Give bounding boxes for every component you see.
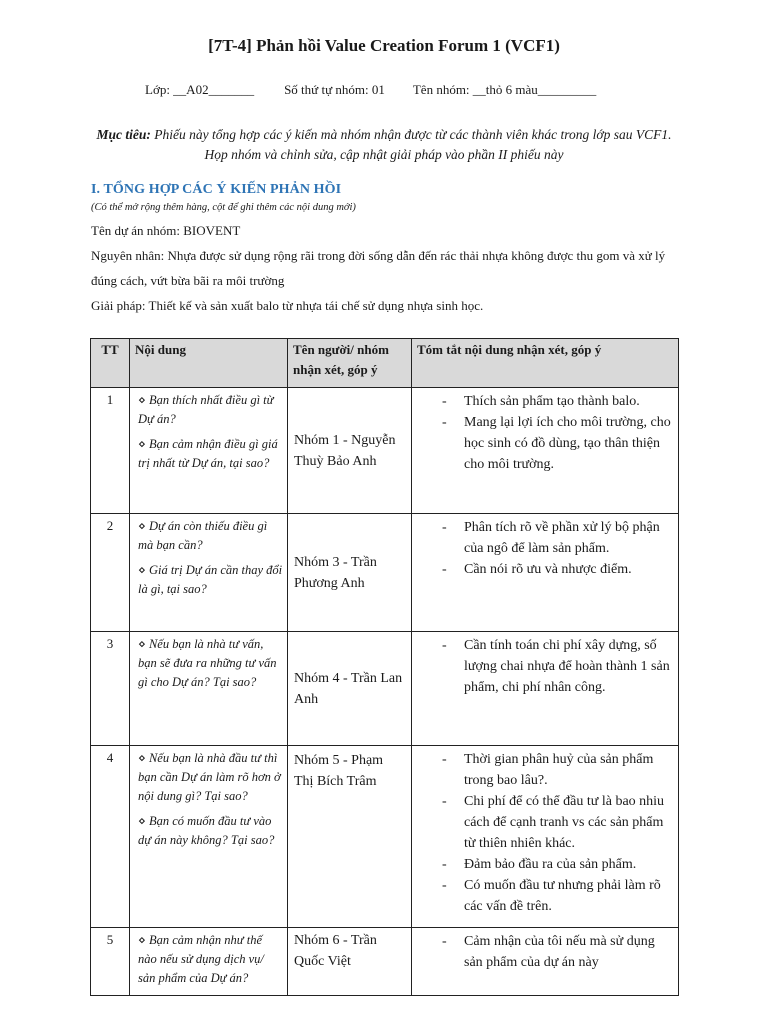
- group-info-line: [145, 82, 596, 98]
- question: ⋄ Bạn cảm nhận như thế nào nếu sử dụng dịch vụ/ sản phẩm của Dự án?: [138, 933, 264, 985]
- question: ⋄ Nếu bạn là nhà tư vấn, bạn sẽ đưa ra những tư vấn gì cho Dự án? Tại sao?: [138, 637, 277, 689]
- row-summary: [412, 514, 679, 632]
- summary-item: - Có muốn đầu tư nhưng phải làm rõ các vấn đề trên.: [418, 875, 672, 917]
- summary-item: - Cần nói rõ ưu và nhược điểm.: [418, 559, 672, 580]
- row-summary: [412, 928, 679, 996]
- header-summary: Tóm tắt nội dung nhận xét, góp ý: [412, 339, 679, 388]
- row-number: 4: [91, 746, 130, 928]
- row-reviewer: Nhóm 6 - Trần Quốc Việt: [288, 928, 412, 996]
- row-questions: [130, 746, 288, 928]
- group-number-label: Số thứ tự nhóm: 01: [284, 82, 385, 97]
- page-title: [7T-4] Phản hồi Value Creation Forum 1 (VCF1): [208, 36, 560, 55]
- row-reviewer: Nhóm 5 - Phạm Thị Bích Trâm: [288, 746, 412, 928]
- row-questions: [130, 632, 288, 746]
- objective-line-1: Phiếu này tổng hợp các ý kiến mà nhóm nhận được từ các thành viên khác trong lớp sau VCF1.: [154, 127, 672, 142]
- row-questions: [130, 388, 288, 514]
- header-content: Nội dung: [130, 339, 288, 388]
- row-reviewer: Nhóm 3 - Trần Phương Anh: [288, 514, 412, 632]
- question: ⋄ Giá trị Dự án cần thay đổi là gì, tại sao?: [138, 563, 283, 596]
- project-cause: Nguyên nhân: Nhựa được sử dụng rộng rãi trong đời sống dẫn đến rác thải nhựa không được thu gom và xử lý đúng cách, vứt bừa bãi ra môi trường: [91, 248, 666, 288]
- row-number: 5: [91, 928, 130, 996]
- summary-item: - Thích sản phẩm tạo thành balo.: [418, 391, 672, 412]
- summary-item: - Cảm nhận của tôi nếu mà sử dụng sản phẩm của dự án này: [418, 931, 672, 973]
- summary-item: - Cần tính toán chi phí xây dựng, số lượng chai nhựa để hoàn thành 1 sản phẩm, chi phí nhân công.: [418, 635, 672, 698]
- table-row: [91, 928, 679, 996]
- project-name: Tên dự án nhóm: BIOVENT: [91, 223, 241, 238]
- row-summary: [412, 388, 679, 514]
- class-label: Lớp: __A02_______: [145, 82, 255, 97]
- table-row: [91, 388, 679, 514]
- row-reviewer: Nhóm 4 - Trần Lan Anh: [288, 632, 412, 746]
- row-number: 2: [91, 514, 130, 632]
- feedback-table: [90, 338, 679, 996]
- header-tt: TT: [91, 339, 130, 388]
- table-row: [91, 632, 679, 746]
- question: ⋄ Bạn có muốn đầu tư vào dự án này không? Tại sao?: [138, 814, 275, 847]
- group-name-label: Tên nhóm: __thỏ 6 màu_________: [412, 82, 597, 97]
- row-number: 1: [91, 388, 130, 514]
- row-number: 3: [91, 632, 130, 746]
- question: ⋄ Nếu bạn là nhà đầu tư thì bạn cần Dự án làm rõ hơn ở nội dung gì? Tại sao?: [138, 751, 281, 803]
- header-reviewer: Tên người/ nhóm nhận xét, góp ý: [288, 339, 412, 388]
- row-questions: [130, 514, 288, 632]
- project-info: [91, 218, 681, 318]
- row-summary: [412, 632, 679, 746]
- objective-label: Mục tiêu:: [96, 127, 151, 142]
- section-note: (Có thể mở rộng thêm hàng, cột để ghi thêm các nội dung mới): [91, 202, 356, 213]
- summary-item: - Chi phí để có thể đầu tư là bao nhiu cách để cạnh tranh vs các sản phẩm từ thiên nhiên khác.: [418, 791, 672, 854]
- summary-item: - Phân tích rõ về phần xử lý bộ phận của ngô để làm sản phẩm.: [418, 517, 672, 559]
- summary-item: - Mang lại lợi ích cho môi trường, cho học sinh có đồ dùng, tạo thân thiện cho môi trường.: [418, 412, 672, 475]
- question: ⋄ Bạn cảm nhận điều gì giá trị nhất từ Dự án, tại sao?: [138, 437, 278, 470]
- objective: [0, 125, 768, 165]
- row-questions: [130, 928, 288, 996]
- summary-item: - Thời gian phân huỷ của sản phẩm trong bao lâu?.: [418, 749, 672, 791]
- section-heading: I. TỔNG HỢP CÁC Ý KIẾN PHẢN HỒI: [91, 182, 342, 197]
- table-row: [91, 746, 679, 928]
- table-header-row: [91, 339, 679, 388]
- row-summary: [412, 746, 679, 928]
- question: ⋄ Bạn thích nhất điều gì từ Dự án?: [138, 393, 274, 426]
- question: ⋄ Dự án còn thiếu điều gì mà bạn cần?: [138, 519, 268, 552]
- table-row: [91, 514, 679, 632]
- summary-item: - Đảm bảo đầu ra của sản phẩm.: [418, 854, 672, 875]
- row-reviewer: Nhóm 1 - Nguyễn Thuỳ Bảo Anh: [288, 388, 412, 514]
- objective-line-2: Họp nhóm và chỉnh sửa, cập nhật giải pháp vào phần II phiếu này: [204, 147, 564, 162]
- project-solution: Giải pháp: Thiết kế và sản xuất balo từ nhựa tái chế sử dụng nhựa sinh học.: [91, 298, 484, 313]
